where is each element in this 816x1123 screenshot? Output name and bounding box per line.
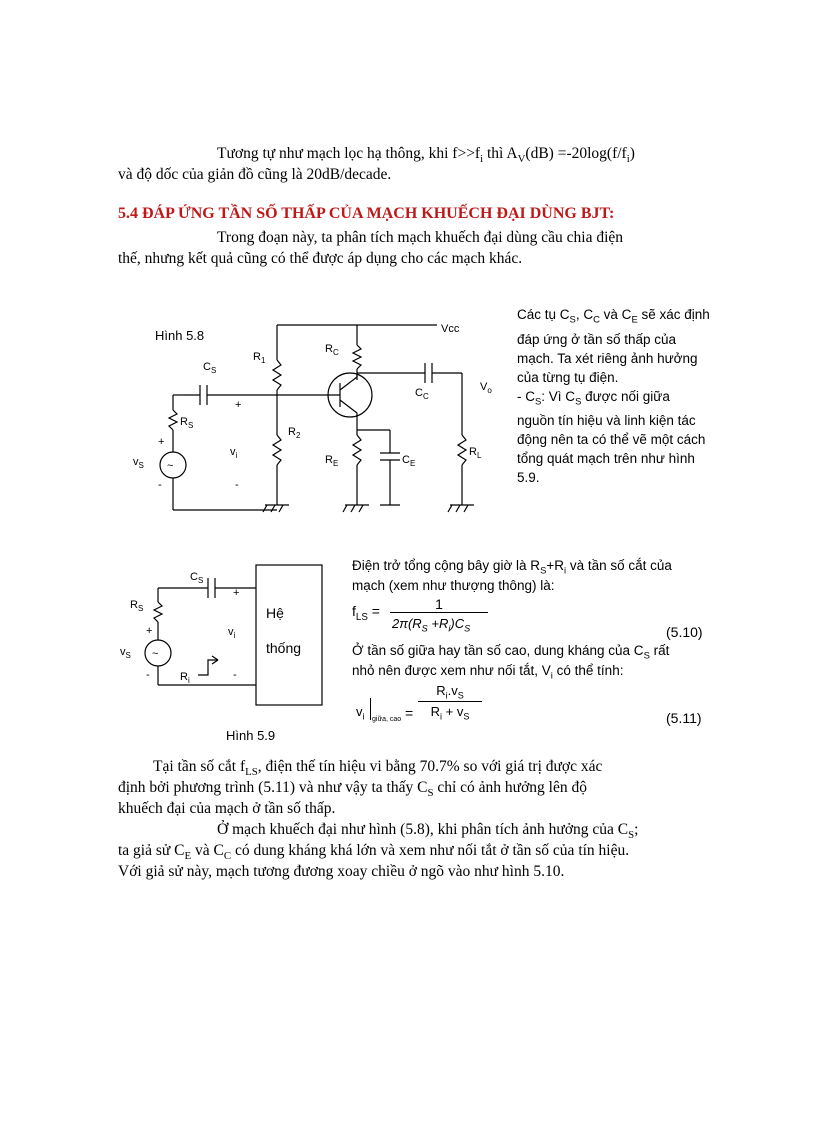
source-plus: + bbox=[158, 436, 165, 448]
fls-label: $f_{LS}$ = bbox=[352, 603, 380, 623]
svg-text:R2 bbox=[288, 426, 301, 440]
source-tilde: ~ bbox=[167, 460, 174, 472]
source-minus: - bbox=[158, 479, 162, 491]
vi-sub: i bbox=[235, 451, 238, 460]
eq-510-number: (5.10) bbox=[666, 624, 703, 640]
plus-label: + bbox=[235, 399, 242, 411]
side-line-3: mạch. Ta xét riêng ảnh hưởng bbox=[517, 350, 698, 366]
re-sub: E bbox=[332, 459, 339, 468]
figure-5-9-circuit bbox=[118, 560, 338, 750]
vs-sub: S bbox=[138, 461, 144, 470]
vi-eq-numerator: $R_i.v_S$ bbox=[418, 683, 482, 702]
fig59-cs-sub: S bbox=[197, 576, 204, 585]
re-label: R bbox=[325, 454, 333, 466]
cs-sub: S bbox=[210, 366, 217, 375]
vo-label: V bbox=[480, 381, 488, 393]
eq-511-number: (5.11) bbox=[666, 710, 702, 726]
vi-eq-denominator: $R_i + v_S$ bbox=[430, 704, 470, 722]
side-line-5: - $C_S$: Vì $C_S$ được nối giữa bbox=[517, 388, 670, 408]
svg-text:Ri bbox=[180, 671, 190, 685]
svg-text:CC bbox=[415, 387, 429, 401]
ce-label: C bbox=[402, 454, 410, 466]
svg-text:vS bbox=[133, 456, 144, 470]
fig59-vs-label: v bbox=[120, 646, 126, 658]
eval-bar bbox=[370, 698, 371, 720]
body-p2-line-2: ta giả sử $C_E$ và $C_C$ có dung kháng khá lớn và xem như nối tắt ở tần số của tín hiệu. bbox=[118, 842, 630, 863]
eq-text-line-3: Ở tần số giữa hay tần số cao, dung kháng của $C_S$ rất bbox=[352, 643, 670, 662]
r1-sub: 1 bbox=[260, 356, 266, 365]
fig59-vi-sub: i bbox=[233, 631, 236, 640]
section-paragraph-line-1: Trong đoạn này, ta phân tích mạch khuếch đại dùng cầu chia điện bbox=[217, 229, 624, 246]
fig59-source-plus: + bbox=[146, 625, 153, 637]
rs-sub: S bbox=[187, 421, 194, 430]
svg-text:RS bbox=[130, 599, 143, 613]
svg-text:RC bbox=[325, 343, 339, 357]
eq-text-line-2: mạch (xem như thượng thông) là: bbox=[352, 578, 555, 593]
vi-label: v bbox=[230, 446, 236, 458]
eq-text-line-1: Điện trở tổng cộng bây giờ là $R_S+R_i$ và tần số cắt của bbox=[352, 558, 672, 577]
vo-sub: o bbox=[487, 386, 492, 395]
body-p2-line-3: Với giả sử này, mạch tương đương xoay chiều ở ngõ vào như hình 5.10. bbox=[118, 863, 565, 880]
svg-text:Vo bbox=[480, 381, 492, 395]
fig59-tilde: ~ bbox=[152, 648, 159, 660]
rc-label: R bbox=[325, 343, 333, 355]
svg-text:Vcc bbox=[441, 323, 460, 335]
intro-line-2: và độ dốc của giản đồ cũng là 20dB/decade. bbox=[118, 166, 392, 183]
fig59-ri-label: R bbox=[180, 671, 188, 683]
svg-text:RS bbox=[180, 416, 193, 430]
vi-eq-equals: = bbox=[405, 705, 414, 721]
fig59-rs-label: R bbox=[130, 599, 138, 611]
body-p1-line-1: Tại tần số cắt $f_{LS}$, điện thế tín hiệu vi bằng 70.7% so với giá trị được xác bbox=[153, 758, 603, 779]
r2-label: R bbox=[288, 426, 296, 438]
side-line-2: đáp ứng ở tần số thấp của bbox=[517, 331, 677, 347]
r2-sub: 2 bbox=[295, 431, 301, 440]
fig59-cs-label: C bbox=[190, 571, 198, 583]
fig58-caption: Hình 5.8 bbox=[155, 328, 205, 343]
r1-label: R bbox=[253, 351, 261, 363]
cc-label: C bbox=[415, 387, 423, 399]
side-line-8: tổng quát mạch trên như hình bbox=[517, 451, 695, 467]
svg-text:vi bbox=[228, 626, 236, 640]
intro-line-1: Tương tự như mạch lọc hạ thông, khi $f>>f_i$ thì $A_V(dB) =-20\log(f/f_i)$ bbox=[217, 145, 635, 166]
system-box-line-1: Hệ bbox=[266, 605, 284, 621]
rl-sub: L bbox=[476, 451, 482, 460]
body-p1-line-3: khuếch đại của mạch ở tần số thấp. bbox=[118, 800, 336, 817]
fig59-rs-sub: S bbox=[137, 604, 144, 613]
cs-label: C bbox=[203, 361, 211, 373]
fig59-caption: Hình 5.9 bbox=[226, 728, 276, 743]
vi-minus: - bbox=[235, 479, 239, 491]
vi-eq-lhs: $v_i$ bbox=[356, 704, 365, 722]
fls-denominator: $2\pi(R_S +R_i)C_S$ bbox=[392, 616, 471, 634]
rl-label: R bbox=[469, 446, 477, 458]
side-line-7: động nên ta có thể vẽ một cách bbox=[517, 432, 706, 448]
body-p1-line-2: định bởi phương trình (5.11) và như vậy ta thấy $C_S$ chỉ có ảnh hưởng lên độ bbox=[118, 779, 587, 800]
fig59-ri-sub: i bbox=[187, 676, 190, 685]
figure-5-8-circuit bbox=[125, 305, 515, 520]
svg-text:vS bbox=[120, 646, 131, 660]
vi-eq-condition: giữa, cao bbox=[372, 716, 402, 723]
body-p2-line-1: Ở mạch khuếch đại như hình (5.8), khi phân tích ảnh hưởng của $C_S$; bbox=[217, 821, 639, 842]
fig59-vi-minus: - bbox=[233, 669, 237, 681]
rc-sub: C bbox=[332, 348, 339, 357]
side-line-1: Các tụ $C_S$, $C_C$ và $C_E$ sẽ xác định bbox=[517, 307, 710, 326]
fig58-side-text bbox=[517, 305, 730, 487]
section-paragraph-line-2: thế, nhưng kết quả cũng có thể được áp dụng cho các mạch khác. bbox=[118, 250, 523, 267]
rs-label: R bbox=[180, 416, 188, 428]
fig59-vs-sub: S bbox=[125, 651, 131, 660]
side-line-9: 5.9. bbox=[517, 470, 540, 486]
eq-text-line-4: nhỏ nên được xem như nối tắt, $V_i$ có thể tính: bbox=[352, 663, 624, 682]
side-line-6: nguồn tín hiệu và linh kiện tác bbox=[517, 413, 696, 429]
vs-label: v bbox=[133, 456, 139, 468]
side-line-4: của từng tụ điện. bbox=[517, 369, 619, 385]
svg-text:CE bbox=[402, 454, 415, 468]
svg-text:CS bbox=[203, 361, 216, 375]
section-heading: 5.4 ĐÁP ỨNG TẦN SỐ THẤP CỦA MẠCH KHUẾCH ĐẠI DÙNG BJT: bbox=[118, 205, 615, 222]
cc-sub: C bbox=[422, 392, 429, 401]
fls-numerator: 1 bbox=[390, 596, 488, 613]
system-box-line-2: thống bbox=[266, 640, 302, 656]
fig59-plus: + bbox=[233, 587, 240, 599]
svg-text:R1 bbox=[253, 351, 266, 365]
vcc-label: Vcc bbox=[441, 323, 460, 335]
svg-text:RE bbox=[325, 454, 338, 468]
svg-text:RL bbox=[469, 446, 482, 460]
fig59-source-minus: - bbox=[146, 669, 150, 681]
svg-text:vi bbox=[230, 446, 238, 460]
svg-text:CS bbox=[190, 571, 203, 585]
ce-sub: E bbox=[409, 459, 416, 468]
fig59-vi-label: v bbox=[228, 626, 234, 638]
